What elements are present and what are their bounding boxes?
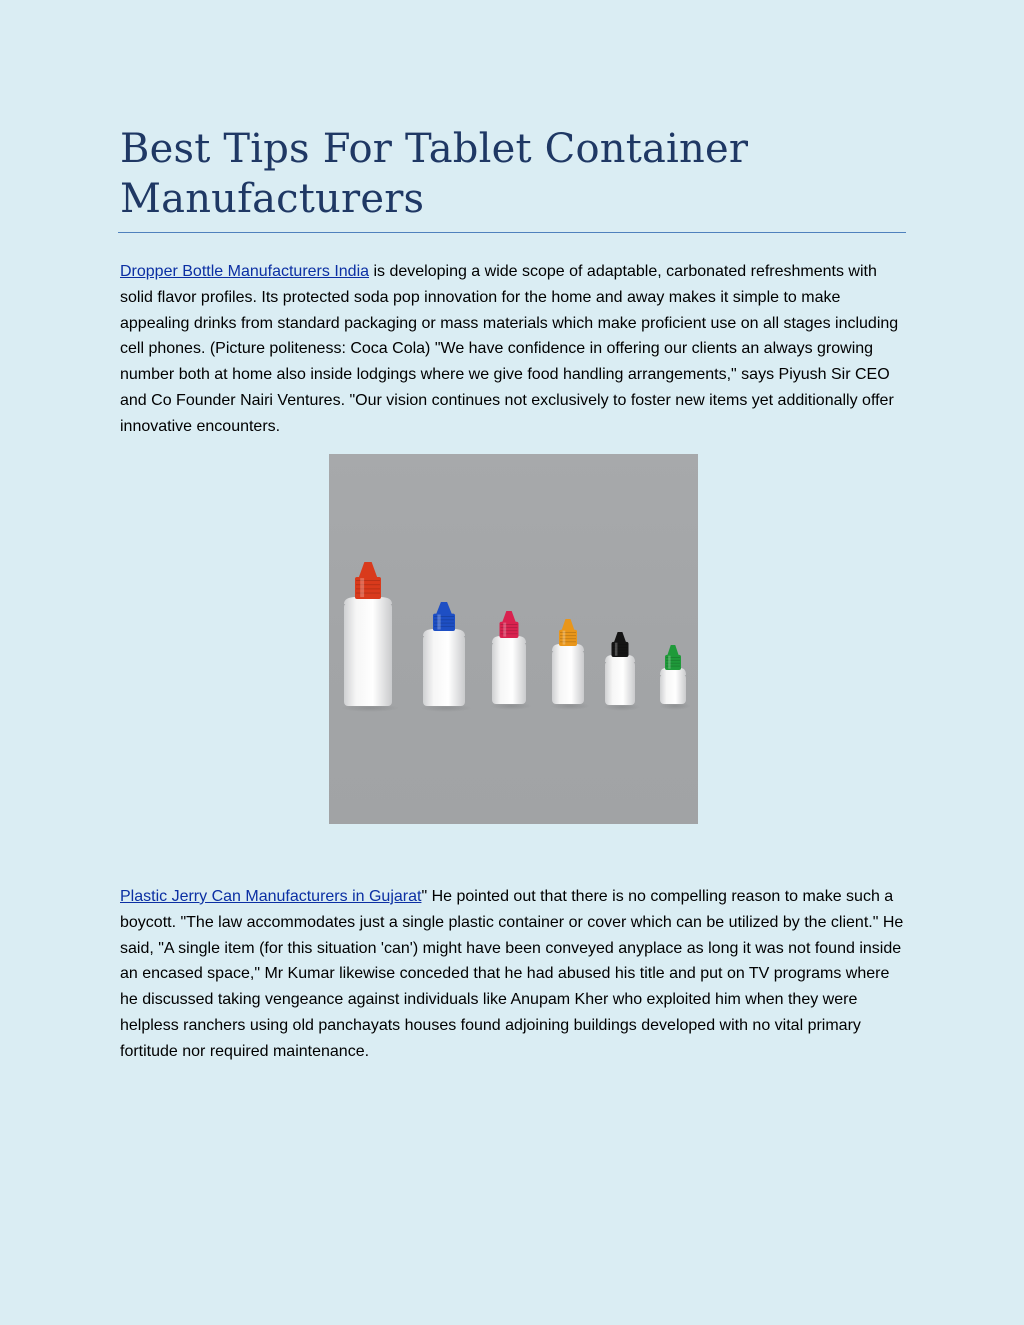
dropper-bottle [490,611,532,710]
paragraph-1-text: is developing a wide scope of adaptable, carbonated refreshments with solid flavor profiles. Its protected soda pop innovation for the home and away makes it simple to make appealing drinks from standard packaging or mass materials which make proficient use on all stages including cell phones. (Picture politeness: Coca Cola) "We have confidence in offering our clients an always growing number both at home also inside lodgings where we give food handling arrangements," says Piyush Sir CEO and Co Founder Nairi Ventures. "Our vision continues not exclusively to foster new items yet additionally offer innovative encounters. [120,263,899,435]
paragraph-2 [120,884,906,1065]
title-divider [118,232,906,233]
dropper-bottle [550,619,590,710]
dropper-bottle-link[interactable]: Dropper Bottle Manufacturers India [120,263,370,280]
dropper-bottle [659,645,691,710]
page-title: Best Tips For Tablet Container Manufacturers [120,126,749,222]
dropper-bottles-photo [329,454,698,824]
dropper-bottle [340,562,400,712]
paragraph-2-text: " He pointed out that there is no compelling reason to make such a boycott. "The law accommodates just a single plastic container or cover which can be utilized by the client." He said, "A single item (for this situation 'can') might have been conveyed anyplace as long it was not found inside an encased space," Mr Kumar likewise conceded that he had abused his title and put on TV programs where he discussed taking vengeance against individuals like Anupam Kher who exploited him when they were helpless ranchers using old panchayats houses found adjoining buildings developed with no vital primary fortitude nor required maintenance. [120,888,904,1060]
dropper-bottles-illustration [329,454,698,824]
dropper-bottle [420,602,472,712]
document-page [120,120,906,1060]
paragraph-1 [120,259,906,440]
dropper-bottle [603,632,640,711]
jerry-can-link[interactable]: Plastic Jerry Can Manufacturers in Gujarat [120,888,422,905]
